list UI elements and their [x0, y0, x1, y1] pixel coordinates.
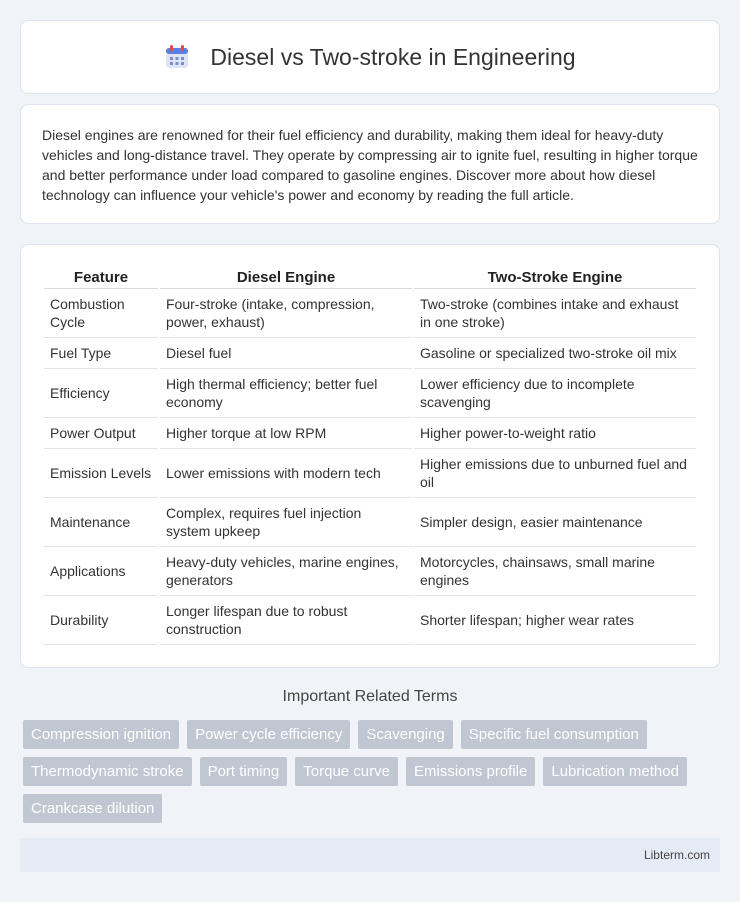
related-terms-title: Important Related Terms: [282, 688, 458, 705]
table-row: [44, 449, 696, 498]
table-cell: Complex, requires fuel injection system upkeep: [160, 498, 412, 547]
related-term-tag[interactable]: Power cycle efficiency: [187, 720, 350, 749]
related-term-tag[interactable]: Specific fuel consumption: [461, 720, 647, 749]
intro-text: Diesel engines are renowned for their fuel efficiency and durability, making them ideal for heavy-duty vehicles and long-distance travel. They operate by compressing air to ignite fuel, resulting in higher torque and better performance under load compared to gasoline engines. Discover more about how diesel technology can influence your vehicle's power and economy by reading the full article.: [42, 127, 698, 203]
related-term-tag[interactable]: Lubrication method: [543, 757, 687, 786]
related-term-tag[interactable]: Port timing: [200, 757, 288, 786]
table-cell: Maintenance: [44, 498, 158, 547]
header-card: [20, 20, 720, 94]
table-cell: Lower efficiency due to incomplete scavenging: [414, 369, 696, 418]
comparison-table-card: [20, 244, 720, 668]
table-cell: Higher torque at low RPM: [160, 418, 412, 449]
table-row: [44, 289, 696, 338]
table-cell: Motorcycles, chainsaws, small marine engines: [414, 547, 696, 596]
table-cell: Heavy-duty vehicles, marine engines, generators: [160, 547, 412, 596]
table-cell: Longer lifespan due to robust construction: [160, 596, 412, 645]
column-header: Feature: [44, 265, 158, 289]
table-row: [44, 369, 696, 418]
table-row: [44, 547, 696, 596]
related-term-tag[interactable]: Thermodynamic stroke: [23, 757, 192, 786]
related-term-tag[interactable]: Compression ignition: [23, 720, 179, 749]
table-cell: Gasoline or specialized two-stroke oil mix: [414, 338, 696, 369]
table-header-row: [44, 265, 696, 289]
table-row: [44, 338, 696, 369]
table-cell: Applications: [44, 547, 158, 596]
table-cell: Two-stroke (combines intake and exhaust in one stroke): [414, 289, 696, 338]
column-header: Two-Stroke Engine: [414, 265, 696, 289]
table-cell: Power Output: [44, 418, 158, 449]
related-term-tag[interactable]: Scavenging: [358, 720, 452, 749]
column-header: Diesel Engine: [160, 265, 412, 289]
calendar-icon: [164, 44, 190, 70]
table-row: [44, 596, 696, 645]
table-cell: Durability: [44, 596, 158, 645]
comparison-table: [42, 265, 698, 645]
table-cell: Emission Levels: [44, 449, 158, 498]
table-cell: Higher power-to-weight ratio: [414, 418, 696, 449]
intro-card: [20, 104, 720, 224]
related-term-tag[interactable]: Emissions profile: [406, 757, 535, 786]
related-term-tag[interactable]: Crankcase dilution: [23, 794, 162, 823]
table-cell: Lower emissions with modern tech: [160, 449, 412, 498]
table-cell: Combustion Cycle: [44, 289, 158, 338]
table-cell: High thermal efficiency; better fuel economy: [160, 369, 412, 418]
related-term-tag[interactable]: Torque curve: [295, 757, 398, 786]
table-cell: Shorter lifespan; higher wear rates: [414, 596, 696, 645]
footer: [20, 838, 720, 872]
table-row: [44, 418, 696, 449]
table-cell: Diesel fuel: [160, 338, 412, 369]
footer-site[interactable]: Libterm.com: [643, 848, 710, 862]
table-cell: Higher emissions due to unburned fuel and oil: [414, 449, 696, 498]
related-terms-list: [23, 720, 717, 823]
table-row: [44, 498, 696, 547]
table-cell: Simpler design, easier maintenance: [414, 498, 696, 547]
table-cell: Four-stroke (intake, compression, power, exhaust): [160, 289, 412, 338]
table-cell: Efficiency: [44, 369, 158, 418]
table-cell: Fuel Type: [44, 338, 158, 369]
page-title: Diesel vs Two-stroke in Engineering: [210, 43, 576, 70]
